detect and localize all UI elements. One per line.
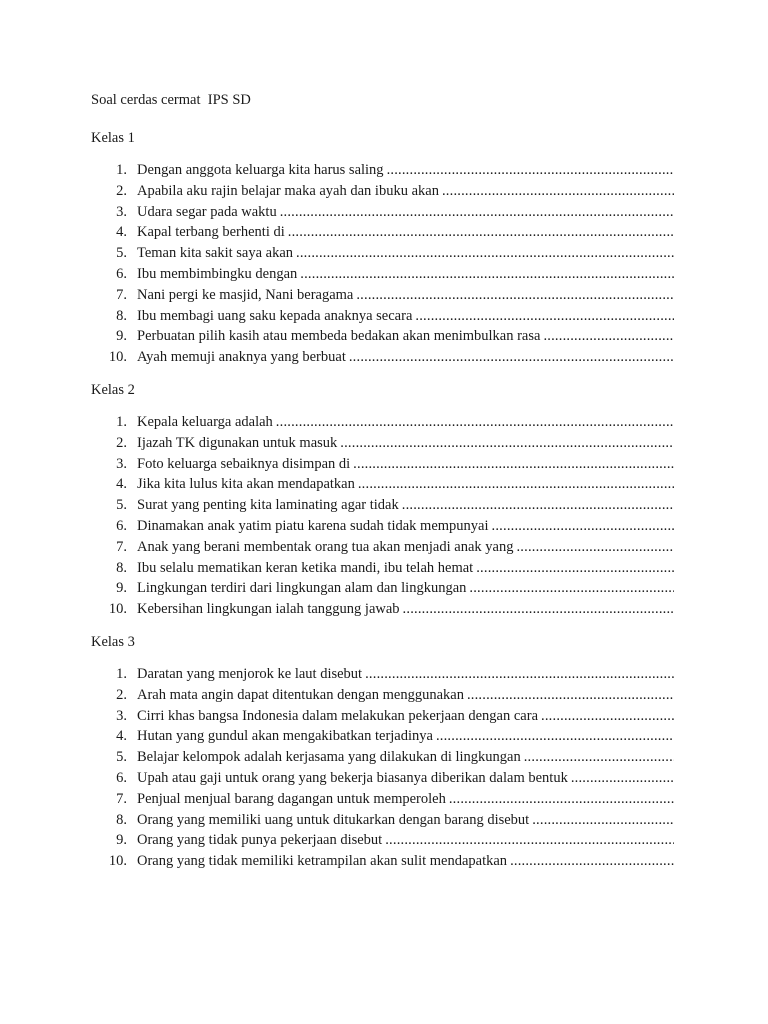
question-line xyxy=(137,412,674,432)
question-text: Penjual menjual barang dagangan untuk memperoleh xyxy=(137,790,446,807)
question-text: Teman kita sakit saya akan xyxy=(137,245,294,262)
question-number: 10. xyxy=(108,349,127,366)
question-text: Ibu selalu mematikan keran ketika mandi, ibu telah hemat xyxy=(137,559,474,576)
question-line xyxy=(137,181,674,201)
question-item xyxy=(0,243,768,263)
answer-blank xyxy=(349,347,674,367)
question-line xyxy=(137,160,674,180)
question-item xyxy=(0,160,768,180)
question-item xyxy=(0,726,768,746)
question-item xyxy=(0,285,768,305)
question-item xyxy=(0,433,768,453)
question-item xyxy=(0,454,768,474)
answer-blank xyxy=(449,789,674,809)
question-line xyxy=(137,726,674,746)
question-line xyxy=(137,264,674,284)
answer-blank xyxy=(288,222,674,242)
question-text: Daratan yang menjorok ke laut disebut xyxy=(137,666,363,682)
question-item xyxy=(0,789,768,809)
question-text: Orang yang memiliki uang untuk ditukarkan dengan barang disebut xyxy=(137,811,530,828)
answer-blank xyxy=(476,558,674,578)
question-item xyxy=(0,412,768,432)
question-number: 4. xyxy=(116,224,127,241)
question-item xyxy=(0,830,768,850)
question-number: 2. xyxy=(116,182,127,199)
answer-blank xyxy=(358,474,674,494)
answer-blank xyxy=(492,516,674,536)
question-item xyxy=(0,768,768,788)
answer-blank xyxy=(510,851,674,871)
question-line xyxy=(137,706,674,726)
question-item xyxy=(0,851,768,871)
answer-blank xyxy=(353,454,674,474)
answer-blank xyxy=(541,706,674,726)
answer-blank xyxy=(356,285,674,305)
question-line xyxy=(137,347,674,367)
question-text: Belajar kelompok adalah kerjasama yang dilakukan di lingkungan xyxy=(137,749,521,766)
question-text: Dinamakan anak yatim piatu karena sudah tidak mempunyai xyxy=(137,518,489,534)
question-line xyxy=(137,537,674,557)
answer-blank xyxy=(516,537,674,557)
answer-blank xyxy=(403,599,674,619)
question-line xyxy=(137,599,674,619)
question-text: Dengan anggota keluarga kita harus saling xyxy=(137,162,384,178)
question-number: 1. xyxy=(116,414,127,430)
question-number: 1. xyxy=(116,162,127,178)
question-number: 6. xyxy=(116,770,127,786)
question-text: Jika kita lulus kita akan mendapatkan xyxy=(137,476,355,493)
question-number: 7. xyxy=(116,538,127,555)
question-line xyxy=(137,495,674,515)
question-number: 1. xyxy=(116,666,127,682)
answer-blank xyxy=(467,685,674,705)
question-line xyxy=(137,664,674,684)
question-text: Upah atau gaji untuk orang yang bekerja biasanya diberikan dalam bentuk xyxy=(137,770,568,786)
answer-blank xyxy=(385,830,674,850)
question-item xyxy=(0,222,768,242)
answer-blank xyxy=(415,306,674,326)
answer-blank xyxy=(571,768,674,788)
question-number: 6. xyxy=(116,266,127,282)
section-heading: Kelas 1 xyxy=(91,130,135,146)
question-item xyxy=(0,747,768,767)
question-line xyxy=(137,454,674,474)
question-text: Ijazah TK digunakan untuk masuk xyxy=(137,434,338,451)
question-number: 7. xyxy=(116,286,127,303)
question-text: Orang yang tidak punya pekerjaan disebut xyxy=(137,832,383,849)
question-number: 5. xyxy=(116,749,127,766)
answer-blank xyxy=(524,747,674,767)
question-number: 8. xyxy=(116,559,127,576)
question-number: 10. xyxy=(108,853,127,870)
question-line xyxy=(137,830,674,850)
question-item xyxy=(0,664,768,684)
answer-blank xyxy=(469,578,674,598)
question-item xyxy=(0,474,768,494)
question-text: Ibu membimbingku dengan xyxy=(137,266,298,282)
question-line xyxy=(137,558,674,578)
answer-blank xyxy=(300,264,674,284)
question-number: 8. xyxy=(116,811,127,828)
question-number: 2. xyxy=(116,686,127,703)
question-line xyxy=(137,516,674,536)
question-item xyxy=(0,326,768,346)
section-heading: Kelas 3 xyxy=(91,634,135,650)
answer-blank xyxy=(365,664,674,684)
question-number: 2. xyxy=(116,434,127,451)
question-line xyxy=(137,222,674,242)
question-number: 9. xyxy=(116,580,127,597)
question-number: 10. xyxy=(108,601,127,618)
question-line xyxy=(137,326,674,346)
question-text: Orang yang tidak memiliki ketrampilan akan sulit mendapatkan xyxy=(137,853,508,870)
question-item xyxy=(0,202,768,222)
question-text: Apabila aku rajin belajar maka ayah dan ibuku akan xyxy=(137,182,439,199)
question-text: Lingkungan terdiri dari lingkungan alam dan lingkungan xyxy=(137,580,467,597)
answer-blank xyxy=(543,326,674,346)
question-text: Surat yang penting kita laminating agar tidak xyxy=(137,497,399,514)
question-line xyxy=(137,768,674,788)
question-item xyxy=(0,495,768,515)
question-item xyxy=(0,706,768,726)
answer-blank xyxy=(296,243,674,263)
question-number: 3. xyxy=(116,455,127,472)
question-number: 5. xyxy=(116,245,127,262)
question-item xyxy=(0,516,768,536)
question-text: Ibu membagi uang saku kepada anaknya secara xyxy=(137,307,413,324)
question-text: Nani pergi ke masjid, Nani beragama xyxy=(137,286,354,303)
question-line xyxy=(137,685,674,705)
question-text: Udara segar pada waktu xyxy=(137,203,277,220)
question-text: Kepala keluarga adalah xyxy=(137,414,273,430)
question-number: 9. xyxy=(116,328,127,345)
question-line xyxy=(137,810,674,830)
question-item xyxy=(0,181,768,201)
question-item xyxy=(0,347,768,367)
question-number: 3. xyxy=(116,203,127,220)
question-number: 9. xyxy=(116,832,127,849)
question-text: Foto keluarga sebaiknya disimpan di xyxy=(137,455,351,472)
question-number: 6. xyxy=(116,518,127,534)
question-number: 8. xyxy=(116,307,127,324)
question-line xyxy=(137,243,674,263)
question-line xyxy=(137,306,674,326)
question-item xyxy=(0,306,768,326)
question-item xyxy=(0,537,768,557)
question-number: 4. xyxy=(116,728,127,745)
question-text: Cirri khas bangsa Indonesia dalam melakukan pekerjaan dengan cara xyxy=(137,707,539,724)
answer-blank xyxy=(340,433,674,453)
answer-blank xyxy=(532,810,674,830)
question-text: Ayah memuji anaknya yang berbuat xyxy=(137,349,346,366)
question-line xyxy=(137,578,674,598)
question-line xyxy=(137,789,674,809)
question-text: Perbuatan pilih kasih atau membeda bedakan akan menimbulkan rasa xyxy=(137,328,541,345)
question-number: 5. xyxy=(116,497,127,514)
question-text: Kebersihan lingkungan ialah tanggung jawab xyxy=(137,601,400,618)
question-text: Anak yang berani membentak orang tua akan menjadi anak yang xyxy=(137,538,514,555)
question-item xyxy=(0,599,768,619)
document-title: Soal cerdas cermat IPS SD xyxy=(91,92,251,108)
question-line xyxy=(137,747,674,767)
question-line xyxy=(137,474,674,494)
question-line xyxy=(137,202,674,222)
question-text: Hutan yang gundul akan mengakibatkan terjadinya xyxy=(137,728,433,745)
section-heading: Kelas 2 xyxy=(91,382,135,398)
answer-blank xyxy=(436,726,674,746)
question-number: 3. xyxy=(116,707,127,724)
question-item xyxy=(0,685,768,705)
question-text: Arah mata angin dapat ditentukan dengan menggunakan xyxy=(137,686,464,703)
answer-blank xyxy=(402,495,674,515)
answer-blank xyxy=(442,181,674,201)
question-line xyxy=(137,285,674,305)
question-number: 4. xyxy=(116,476,127,493)
answer-blank xyxy=(280,202,674,222)
question-item xyxy=(0,810,768,830)
question-text: Kapal terbang berhenti di xyxy=(137,224,285,241)
question-number: 7. xyxy=(116,790,127,807)
answer-blank xyxy=(276,412,674,432)
question-item xyxy=(0,558,768,578)
question-line xyxy=(137,433,674,453)
question-item xyxy=(0,578,768,598)
question-item xyxy=(0,264,768,284)
answer-blank xyxy=(387,160,674,180)
question-line xyxy=(137,851,674,871)
